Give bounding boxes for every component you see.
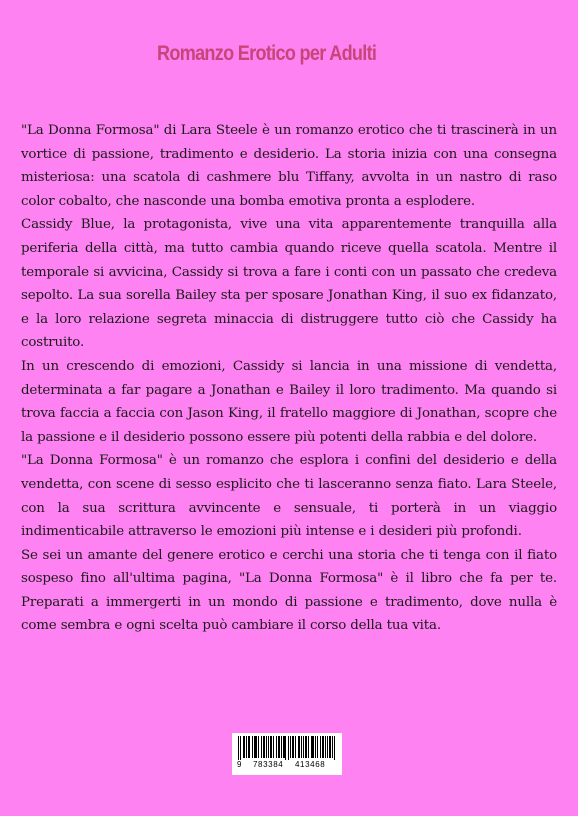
barcode-bar <box>284 736 285 758</box>
barcode-bar <box>315 736 316 758</box>
barcode-bar <box>298 736 299 758</box>
barcode-digits <box>232 760 342 772</box>
barcode-bar <box>276 736 277 758</box>
barcode-bar <box>281 736 282 758</box>
barcode-bar <box>254 736 255 758</box>
barcode-bar <box>325 736 326 758</box>
barcode-bar <box>308 736 309 758</box>
barcode-bar <box>270 736 271 758</box>
isbn-barcode <box>232 733 342 775</box>
synopsis-paragraph: Se sei un amante del genere erotico e cerchi una storia che ti tenga con il fiato sospeso fino all'ultima pagina, "La Donna Formosa" è il libro che fa per te. Preparati a immergerti in un mondo di passione e tradimento, dove nulla è come sembra e ogni scelta può cambiare il corso della tua vita. <box>21 547 557 634</box>
barcode-bar <box>329 736 330 758</box>
synopsis <box>21 119 557 638</box>
synopsis-paragraph: "La Donna Formosa" di Lara Steele è un romanzo erotico che ti trascinerà in un vortice di passione, tradimento e desiderio. La storia inizia con una consegna misteriosa: una scatola di cashmere blu Tiffany, avvolta in un nastro di raso color cobalto, che nasconde una bomba emotiva pronta a esplodere. <box>21 123 557 209</box>
barcode-bar <box>240 736 241 760</box>
barcode-bar <box>330 736 331 758</box>
barcode-bar <box>283 736 284 758</box>
barcode-bar <box>273 736 274 758</box>
barcode-bar <box>258 736 259 758</box>
barcode-bar <box>261 736 262 758</box>
barcode-bar <box>290 736 291 758</box>
barcode-bar <box>238 736 239 760</box>
barcode-bar <box>279 736 280 758</box>
barcode-digits-right: 413468 <box>295 760 326 769</box>
barcode-bar <box>334 736 335 760</box>
barcode-bar <box>301 736 302 758</box>
synopsis-paragraph: In un crescendo di emozioni, Cassidy si lancia in una missione di vendetta, determinata a far pagare a Jonathan e Bailey il loro tradimento. Ma quando si trova faccia a faccia con Jason King, il fratello maggiore di Jonathan, scopre che la passione e il desiderio possono essere più potenti della rabbia e del dolore. <box>21 358 557 445</box>
synopsis-paragraph: "La Donna Formosa" è un romanzo che esplora i confini del desiderio e della vendetta, con scene di sesso esplicito che ti lasceranno senza fiato. Lara Steele, con la sua scrittura avvincente e sensuale, ti porterà in un viaggio indimenticabile attraverso le emozioni più intense e i desideri più profondi. <box>21 453 557 540</box>
barcode-bar <box>299 736 300 758</box>
barcode-bar <box>293 736 294 758</box>
barcode-bar <box>263 736 264 758</box>
barcode-bar <box>249 736 250 758</box>
barcode-bar <box>292 736 293 758</box>
barcode-bars <box>238 736 336 760</box>
barcode-bar <box>278 736 279 758</box>
barcode-bar <box>317 736 318 758</box>
synopsis-paragraph: Cassidy Blue, la protagonista, vive una vita apparentemente tranquilla alla periferia della città, ma tutto cambia quando riceve quella scatola. Mentre il temporale si avvicina, Cassidy si trova a fare i conti con un passato che credeva sepolto. La sua sorella Bailey sta per sposare Jonathan King, il suo ex fidanzato, e la loro relazione segreta minaccia di distruggere tutto ciò che Cassidy ha costruito. <box>21 217 557 351</box>
barcode-bar <box>295 736 296 758</box>
barcode-bar <box>285 736 286 760</box>
barcode-bar <box>246 736 247 758</box>
barcode-bar <box>268 736 269 758</box>
barcode-bar <box>320 736 321 758</box>
barcode-bar <box>243 736 244 758</box>
barcode-bar <box>312 736 313 758</box>
barcode-bar <box>252 736 253 758</box>
barcode-bar <box>266 736 267 758</box>
barcode-bar <box>332 736 333 758</box>
barcode-bar <box>303 736 304 758</box>
barcode-bar <box>256 736 257 758</box>
barcode-bar <box>313 736 314 758</box>
barcode-digits-left: 783384 <box>253 760 284 769</box>
barcode-digit-first: 9 <box>237 760 242 769</box>
barcode-bar <box>311 736 312 758</box>
barcode-bar <box>264 736 265 758</box>
barcode-bar <box>322 736 323 758</box>
barcode-bar <box>305 736 306 758</box>
barcode-bar <box>271 736 272 758</box>
barcode-bar <box>288 736 289 760</box>
barcode-bar <box>323 736 324 758</box>
barcode-bar <box>248 736 249 758</box>
barcode-bar <box>327 736 328 758</box>
barcode-bar <box>255 736 256 758</box>
cover-title: Romanzo Erotico per Adulti <box>157 42 377 65</box>
barcode-bar <box>306 736 307 758</box>
barcode-bar <box>244 736 245 758</box>
